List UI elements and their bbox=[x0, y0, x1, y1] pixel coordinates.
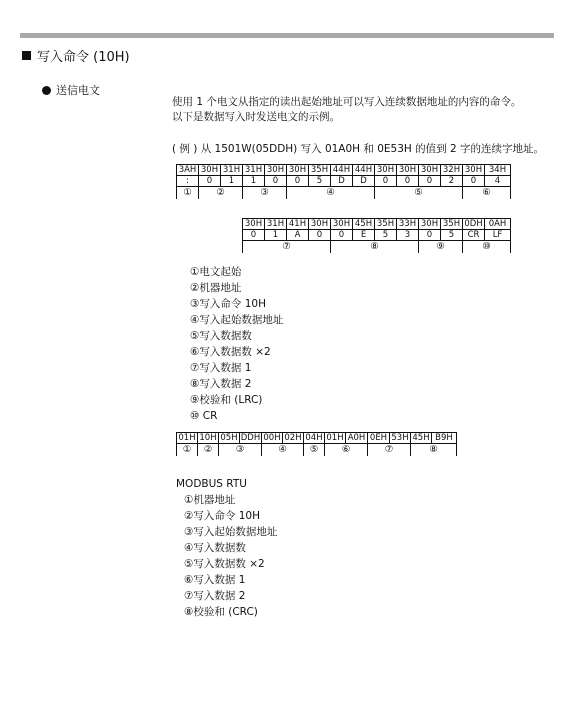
legend-item: ⑩ CR bbox=[190, 410, 218, 422]
frame1-field-label: ⑥ bbox=[463, 187, 511, 200]
frame1-hex-cell: 30H bbox=[375, 165, 397, 176]
frame2-hex-cell: 41H bbox=[287, 219, 309, 230]
frame1-char-cell: 0 bbox=[397, 176, 419, 187]
rtu-hex-cell: DDH bbox=[240, 433, 261, 443]
frame2-hex-cell: 35H bbox=[375, 219, 397, 230]
frame1-char-cell: 1 bbox=[221, 176, 243, 187]
rtu-field-label: ④ bbox=[262, 444, 304, 457]
rtu-field-label: ⑦ bbox=[368, 444, 411, 457]
rtu-hex-cell: 53H bbox=[391, 433, 409, 443]
frame2-hex-cell: 33H bbox=[397, 219, 419, 230]
frame1-char-cell: 0 bbox=[463, 176, 485, 187]
legend-item: ⑥写入数据数 ×2 bbox=[190, 346, 271, 358]
frame2-hex-cell: 35H bbox=[441, 219, 463, 230]
frame1-hex-cell: 44H bbox=[353, 165, 375, 176]
rtu-legend-list bbox=[184, 492, 277, 620]
subsection-title: 送信电文 bbox=[56, 84, 100, 97]
frame2-char-cell: 0 bbox=[331, 230, 353, 241]
frame2-hex-cell: 0AH bbox=[485, 219, 511, 230]
frame1-char-cell: D bbox=[331, 176, 353, 187]
square-bullet-icon bbox=[22, 51, 31, 60]
frame1-hex-cell: 31H bbox=[243, 165, 265, 176]
rtu-hex-cell: 10H bbox=[199, 433, 217, 443]
frame1-char-cell: D bbox=[353, 176, 375, 187]
rtu-hex-cell: 0EH bbox=[368, 433, 390, 444]
rtu-hex-cell: B9H bbox=[432, 433, 457, 444]
ascii-legend-list bbox=[190, 264, 283, 424]
rtu-hex-cell: 05H bbox=[220, 433, 238, 443]
frame1-char-cell: 4 bbox=[485, 176, 511, 187]
rtu-field-label: ⑤ bbox=[304, 444, 325, 457]
section-title: 写入命令 (10H) bbox=[37, 50, 130, 65]
frame2-char-cell: 5 bbox=[375, 230, 397, 241]
legend-item: ⑥写入数据 1 bbox=[184, 574, 246, 586]
legend-item: ⑦写入数据 2 bbox=[184, 590, 246, 602]
frame1-hex-cell: 30H bbox=[397, 165, 419, 176]
rtu-field-label: ② bbox=[198, 444, 219, 457]
rtu-field-label: ⑧ bbox=[411, 444, 457, 457]
frame1-field-label: ② bbox=[199, 187, 243, 200]
legend-item: ⑤写入数据数 ×2 bbox=[184, 558, 265, 570]
frame2-hex-cell: 30H bbox=[331, 219, 353, 230]
rtu-title: MODBUS RTU bbox=[176, 478, 247, 490]
frame1-hex-cell: 30H bbox=[463, 165, 485, 176]
legend-item: ⑦写入数据 1 bbox=[190, 362, 252, 374]
subsection-heading bbox=[42, 82, 100, 98]
rtu-hex-cell: 45H bbox=[412, 433, 430, 443]
rtu-field-label: ⑥ bbox=[325, 444, 368, 457]
frame2-hex-cell: 31H bbox=[265, 219, 287, 230]
frame2-field-label: ⑦ bbox=[243, 241, 331, 254]
rtu-hex-cell: 04H bbox=[305, 433, 323, 443]
frame1-char-cell: 2 bbox=[441, 176, 463, 187]
frame2-char-cell: 0 bbox=[243, 230, 265, 241]
rtu-frame bbox=[176, 432, 457, 456]
frame1-hex-cell: 30H bbox=[199, 165, 221, 176]
legend-item: ③写入命令 10H bbox=[190, 298, 267, 310]
frame1-char-cell: 1 bbox=[243, 176, 265, 187]
legend-item: ②机器地址 bbox=[190, 282, 242, 294]
frame2-char-cell: A bbox=[287, 230, 309, 241]
frame1-char-cell: 0 bbox=[419, 176, 441, 187]
frame2-hex-cell: 30H bbox=[243, 219, 265, 230]
frame2-hex-cell: 30H bbox=[309, 219, 331, 230]
rtu-hex-cell: 02H bbox=[284, 433, 302, 443]
legend-item: ⑧校验和 (CRC) bbox=[184, 606, 258, 618]
frame1-hex-cell: 30H bbox=[287, 165, 309, 176]
frame1-field-label: ① bbox=[177, 187, 199, 200]
frame1-char-cell: 0 bbox=[265, 176, 287, 187]
rtu-field-label: ③ bbox=[219, 444, 262, 457]
frame1-field-label: ⑤ bbox=[375, 187, 463, 200]
section-heading bbox=[22, 46, 130, 65]
example-text: ( 例 ) 从 1501W(05DDH) 写入 01A0H 和 0E53H 的值到 2 字的连续字地址。 bbox=[172, 143, 545, 155]
rtu-hex-cell: A0H bbox=[346, 433, 368, 444]
legend-item: ②写入命令 10H bbox=[184, 510, 261, 522]
frame1-hex-cell: 34H bbox=[485, 165, 511, 176]
frame1-hex-cell: 30H bbox=[265, 165, 287, 176]
frame2-char-cell: 0 bbox=[419, 230, 441, 241]
rtu-hex-cell: 00H bbox=[263, 433, 281, 443]
top-rule bbox=[20, 33, 554, 38]
frame2-hex-cell: 30H bbox=[419, 219, 441, 230]
legend-item: ⑤写入数据数 bbox=[190, 330, 252, 342]
legend-item: ⑨校验和 (LRC) bbox=[190, 394, 263, 406]
frame1-hex-cell: 30H bbox=[419, 165, 441, 176]
ascii-frame-1 bbox=[176, 164, 511, 199]
legend-item: ④写入数据数 bbox=[184, 542, 246, 554]
rtu-hex-cell: 01H bbox=[178, 433, 196, 443]
frame2-hex-cell: 0DH bbox=[464, 219, 483, 229]
frame1-hex-cell: 3AH bbox=[177, 165, 199, 176]
legend-item: ⑧写入数据 2 bbox=[190, 378, 252, 390]
frame2-char-cell: CR bbox=[463, 230, 485, 241]
frame2-char-cell: 1 bbox=[265, 230, 287, 241]
legend-item: ③写入起始数据地址 bbox=[184, 526, 278, 538]
ascii-frame-2 bbox=[242, 218, 511, 253]
frame1-char-cell: 0 bbox=[375, 176, 397, 187]
frame1-hex-cell: 35H bbox=[309, 165, 331, 176]
frame2-field-label: ⑨ bbox=[419, 241, 463, 254]
frame1-char-cell: : bbox=[177, 176, 199, 187]
frame2-char-cell: LF bbox=[485, 230, 511, 241]
frame1-field-label: ④ bbox=[287, 187, 375, 200]
legend-item: ④写入起始数据地址 bbox=[190, 314, 284, 326]
rtu-hex-cell: 01H bbox=[326, 433, 344, 443]
frame1-char-cell: 5 bbox=[309, 176, 331, 187]
frame1-char-cell: 0 bbox=[199, 176, 221, 187]
circle-bullet-icon bbox=[42, 86, 51, 95]
frame2-char-cell: E bbox=[353, 230, 375, 241]
rtu-field-label: ① bbox=[177, 444, 198, 457]
frame2-field-label: ⑧ bbox=[331, 241, 419, 254]
frame2-char-cell: 5 bbox=[441, 230, 463, 241]
intro-line-2: 以下是数据写入时发送电文的示例。 bbox=[172, 111, 340, 123]
frame1-hex-cell: 31H bbox=[221, 165, 243, 176]
frame1-char-cell: 0 bbox=[287, 176, 309, 187]
intro-line-1: 使用 1 个电文从指定的读出起始地址可以写入连续数据地址的内容的命令。 bbox=[172, 96, 522, 108]
frame1-field-label: ③ bbox=[243, 187, 287, 200]
frame2-char-cell: 3 bbox=[397, 230, 419, 241]
frame2-field-label: ⑩ bbox=[463, 241, 511, 254]
frame1-hex-cell: 44H bbox=[331, 165, 353, 176]
legend-item: ①电文起始 bbox=[190, 266, 242, 278]
frame2-hex-cell: 45H bbox=[353, 219, 375, 230]
legend-item: ①机器地址 bbox=[184, 494, 236, 506]
frame2-char-cell: 0 bbox=[309, 230, 331, 241]
frame1-hex-cell: 32H bbox=[441, 165, 463, 176]
intro-paragraph bbox=[172, 95, 521, 125]
